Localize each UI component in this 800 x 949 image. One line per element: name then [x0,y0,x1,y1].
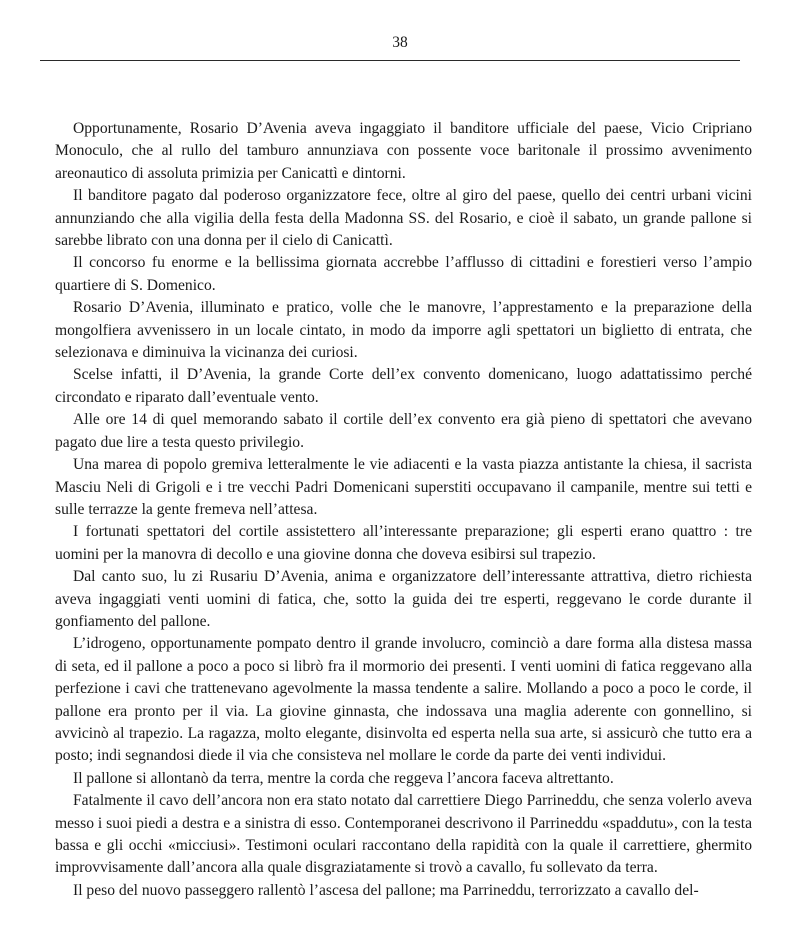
paragraph: Alle ore 14 di quel memorando sabato il cortile dell’ex convento era già pieno di spettatori che avevano pagato due lire a testa questo privilegio. [55,411,752,451]
paragraph: Il peso del nuovo passeggero rallentò l’ascesa del pallone; ma Parrineddu, terrorizzato a cavallo del- [73,881,699,899]
paragraph: L’idrogeno, opportunamente pompato dentro il grande involucro, cominciò a dare forma alla distesa massa di seta, ed il pallone a poco a poco si librò fra il mormorio dei presenti. I venti uomini di fatica reggevano alla perfezione i cavi che trattenevano agevolmente la massa tendente a salire. Mollando a poco a poco le corde, il pallone era pronto per il via. La giovine ginnasta, che indossava una maglia aderente con gonnellino, si avvicinò al trapezio. La ragazza, molto elegante, disinvolta ed esperta nella sua arte, si assicurò che tutto era a posto; indi segnandosi diede il via che consisteva nel mollare le corde da parte dei venti individui. [55,635,752,765]
paragraph: Rosario D’Avenia, illuminato e pratico, volle che le manovre, l’apprestamento e la preparazione della mongolfiera avvenissero in un locale cintato, in modo da imporre agli spettatori un biglietto di entrata, che selezionava e diminuiva la vicinanza dei curiosi. [55,299,752,362]
paragraph: Opportunamente, Rosario D’Avenia aveva ingaggiato il banditore ufficiale del paese, Vicio Cripriano Monoculo, che al rullo del tamburo annunziava con possente voce baritonale il prossimo avvenimento areonautico di assoluta primizia per Canicattì e dintorni. [55,120,752,182]
paragraph: I fortunati spettatori del cortile assistettero all’interessante preparazione; gli esperti erano quattro : tre uomini per la manovra di decollo e una giovine donna che doveva esibirsi sul trapezio. [55,523,752,563]
paragraph: Fatalmente il cavo dell’ancora non era stato notato dal carrettiere Diego Parrineddu, che senza volerlo aveva messo i suoi piedi a destra e a sinistra di esso. Contemporanei descrivono il Parrineddu «spaddutu», con la testa bassa e gli occhi «micciusi». Testimoni oculari raccontano della rapidità con la quale il carrettiere, ghermito improvvisamente dall’ancora alla quale disgraziatamente si trovò a cavallo, fu sollevato da terra. [55,792,752,877]
body-text [55,118,752,902]
paragraph: Il concorso fu enorme e la bellissima giornata accrebbe l’afflusso di cittadini e forestieri verso l’ampio quartiere di S. Domenico. [55,254,752,294]
paragraph: Dal canto suo, lu zi Rusariu D’Avenia, anima e organizzatore dell’interessante attrattiva, dietro richiesta aveva ingaggiati venti uomini di fatica, che, sotto la guida dei tre esperti, reggevano le corde durante il gonfiamento del pallone. [55,568,752,630]
page-number: 38 [392,34,408,51]
header-rule [40,60,740,61]
paragraph: Il pallone si allontanò da terra, mentre la corda che reggeva l’ancora faceva altrettanto. [73,769,614,787]
paragraph: Il banditore pagato dal poderoso organizzatore fece, oltre al giro del paese, quello dei centri urbani vicini annunziando che alla vigilia della festa della Madonna SS. del Rosario, e cioè il sabato, un grande pallone si sarebbe librato con una donna per il cielo di Canicattì. [55,187,752,250]
paragraph: Una marea di popolo gremiva letteralmente le vie adiacenti e la vasta piazza antistante la chiesa, il sacrista Masciu Neli di Grigoli e i tre vecchi Padri Domenicani superstiti occupavano il campanile, mentre sui tetti e sulle terrazze la gente fremeva nell’attesa. [55,456,752,518]
paragraph: Scelse infatti, il D’Avenia, la grande Corte dell’ex convento domenicano, luogo adattatissimo perché circondato e riparato dall’eventuale vento. [55,366,752,406]
